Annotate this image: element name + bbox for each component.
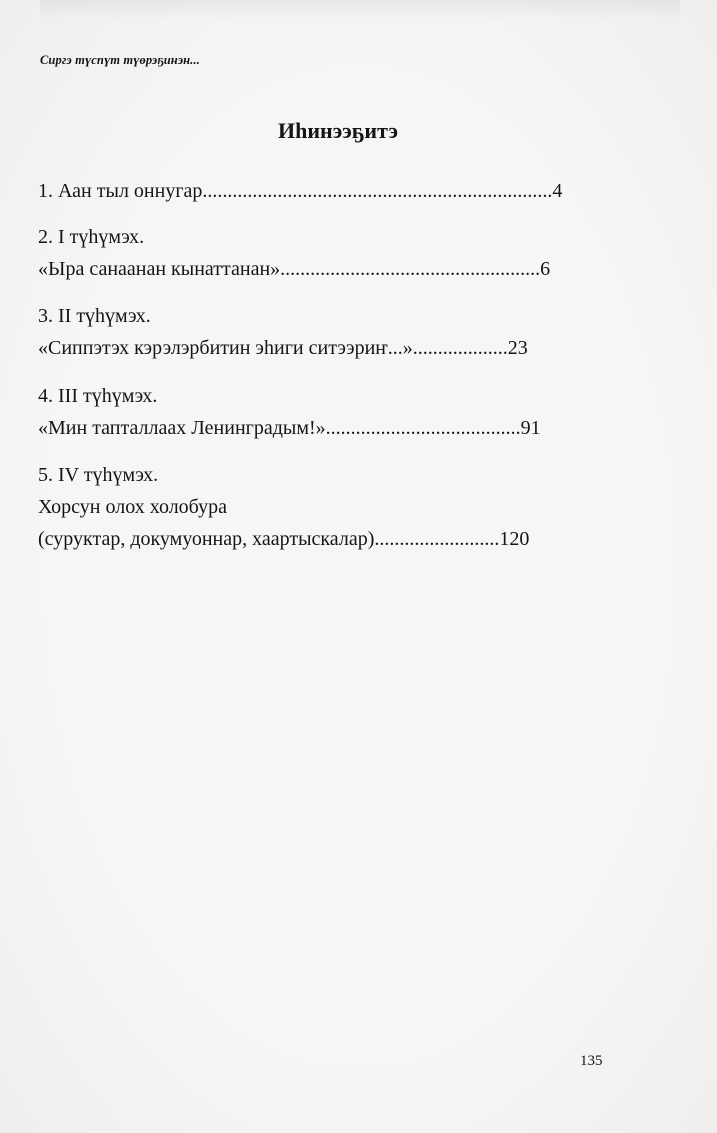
toc-line-text: «Сиппэтэх кэрэлэрбитин эһиги ситээриҥ...» [38,337,413,359]
toc-line [38,332,578,364]
toc-line-text: 5. IV түһүмэх. [38,464,159,486]
toc-line [38,300,578,332]
toc-entry-2 [38,221,578,285]
toc-page-ref: 23 [507,337,528,359]
table-of-contents [38,175,578,571]
toc-line [38,175,578,207]
toc-line-text: 3. II түһүмэх. [38,305,151,327]
toc-line [38,380,578,412]
toc-page-ref: 6 [540,258,551,280]
toc-line-text: Хорсун олох холобура [38,496,227,518]
toc-line-text: 1. Аан тыл оннугар [38,180,203,202]
toc-page-ref: 91 [520,417,541,439]
page-number: 135 [580,1053,603,1069]
toc-line [38,412,578,444]
toc-line-text: 4. III түһүмэх. [38,385,158,407]
toc-leader-dots: ....................................... [325,417,521,439]
toc-line-text: 2. I түһүмэх. [38,226,145,248]
toc-line [38,523,578,555]
toc-line-text: «Ыра санаанан кынаттанан» [38,258,281,280]
toc-leader-dots: ......................... [374,528,500,550]
toc-leader-dots: ................... [412,337,508,359]
toc-entry-3 [38,300,578,364]
toc-line [38,221,578,253]
toc-line [38,253,578,285]
toc-entry-4 [38,380,578,444]
toc-line [38,491,578,523]
running-head: Сиргэ түспүт түөрэҕинэн... [40,53,200,67]
page-title: Иһинээҕитэ [278,118,398,143]
toc-line-text: «Мин тапталлаах Ленинградым!» [38,417,326,439]
toc-entry-1 [38,175,578,207]
toc-page-ref: 120 [499,528,530,550]
toc-leader-dots: ...................................................................... [202,180,553,202]
toc-leader-dots: .................................................... [280,258,541,280]
toc-entry-5 [38,459,578,555]
toc-page-ref: 4 [552,180,563,202]
toc-line-text: (суруктар, докумуоннар, хаартыскалар) [38,528,375,550]
toc-line [38,459,578,491]
scan-shadow [40,0,680,20]
